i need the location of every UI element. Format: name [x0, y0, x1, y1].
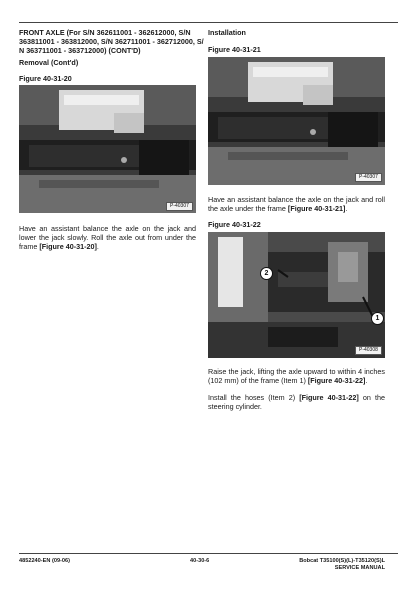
page-title: FRONT AXLE (For S/N 362611001 - 362612000, S/N 363811001 - 363812000, S/N 362711001 - 362712000, S/ N 363711001 - 363712000) (CONT'D)	[19, 28, 204, 55]
figure-40-31-21-code: P-40307	[355, 173, 382, 182]
footer-manual-title	[270, 558, 385, 572]
callout-item-1: 1	[371, 312, 384, 325]
figure-40-31-20-label: Figure 40-31-20	[19, 74, 72, 83]
footer-model: Bobcat T35100(S)(L)-T35120(S)L	[299, 558, 385, 564]
header-rule	[19, 22, 398, 23]
figure-40-31-20-code: P-40307	[166, 202, 193, 211]
footer-page-number: 40-30-6	[190, 558, 210, 564]
figure-40-31-22-photo	[208, 232, 385, 358]
section-removal-heading: Removal (Cont'd)	[19, 58, 79, 67]
installation-paragraph-1-text: Have an assistant balance the axle on the jack and roll the axle under the frame	[208, 195, 385, 213]
installation-paragraph-1-end: .	[345, 204, 348, 213]
installation-paragraph-2-ref: [Figure 40-31-22]	[307, 376, 366, 385]
footer-service-manual: SERVICE MANUAL	[334, 565, 385, 571]
removal-paragraph	[19, 224, 196, 251]
callout-item-2: 2	[260, 267, 273, 280]
figure-40-31-21-photo	[208, 57, 385, 185]
removal-paragraph-text: Have an assistant balance the axle on the jack and lower the jack slowly. Roll the axle out from under the frame	[19, 224, 196, 251]
figure-40-31-20-photo	[19, 85, 196, 213]
figure-40-31-21-label: Figure 40-31-21	[208, 45, 261, 54]
installation-paragraph-3-end: on the steering cylinder.	[208, 393, 385, 411]
installation-paragraph-3-text: Install the hoses (Item 2)	[208, 393, 300, 402]
installation-paragraph-3	[208, 393, 385, 411]
removal-paragraph-end: .	[96, 242, 99, 251]
installation-paragraph-2	[208, 367, 385, 385]
removal-paragraph-ref: [Figure 40-31-20]	[39, 242, 97, 251]
installation-paragraph-1-ref: [Figure 40-31-21]	[287, 204, 346, 213]
footer-doc-number: 4852240-EN (09-06)	[19, 558, 70, 564]
figure-40-31-22-label: Figure 40-31-22	[208, 220, 261, 229]
figure-40-31-22-code: P-40308	[355, 346, 382, 355]
footer-rule	[19, 553, 398, 554]
installation-paragraph-2-text: Raise the jack, lifting the axle upward to within 4 inches (102 mm) of the frame (Item 1)	[208, 367, 385, 385]
installation-paragraph-3-ref: [Figure 40-31-22]	[299, 393, 359, 402]
section-installation-heading: Installation	[208, 28, 246, 37]
installation-paragraph-1	[208, 195, 385, 213]
installation-paragraph-2-end: .	[365, 376, 368, 385]
